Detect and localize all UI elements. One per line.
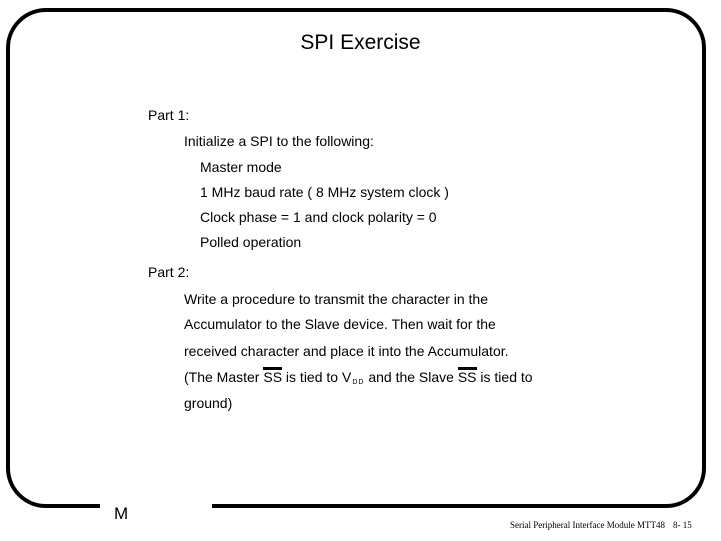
part2-line-4-b: is tied to V [282, 369, 352, 385]
part2-line-4-d: is tied to [476, 369, 533, 385]
footer-text: Serial Peripheral Interface Module MTT48 [510, 520, 665, 530]
part1-intro: Initialize a SPI to the following: [184, 133, 374, 149]
part2-line-2: Accumulator to the Slave device. Then wait for the [184, 316, 496, 332]
part1-item-baud-rate: 1 MHz baud rate ( 8 MHz system clock ) [200, 184, 449, 200]
part2-line-4 [184, 367, 533, 392]
part1-item-clock: Clock phase = 1 and clock polarity = 0 [200, 209, 437, 225]
vdd-subscript: DD [352, 379, 365, 386]
part2-line-4-c: and the Slave [364, 369, 458, 385]
master-ss-signal: SS [263, 369, 283, 385]
motorola-logo: M [114, 504, 129, 523]
slave-ss-signal: SS [457, 369, 477, 385]
part2-line-5: ground) [184, 395, 233, 411]
part1-item-polled: Polled operation [200, 234, 302, 250]
part1-item-master-mode: Master mode [200, 159, 282, 175]
page-number: 8- 15 [672, 520, 692, 530]
part2-heading: Part 2: [148, 264, 190, 280]
part2-line-3: received character and place it into the Accumulator. [184, 343, 509, 359]
slide-title: SPI Exercise [300, 31, 421, 54]
part2-line-1: Write a procedure to transmit the character in the [184, 291, 488, 307]
slide-frame [6, 8, 706, 508]
part1-heading: Part 1: [148, 107, 190, 123]
footer [510, 520, 692, 530]
part2-line-4-a: (The Master [184, 369, 264, 385]
